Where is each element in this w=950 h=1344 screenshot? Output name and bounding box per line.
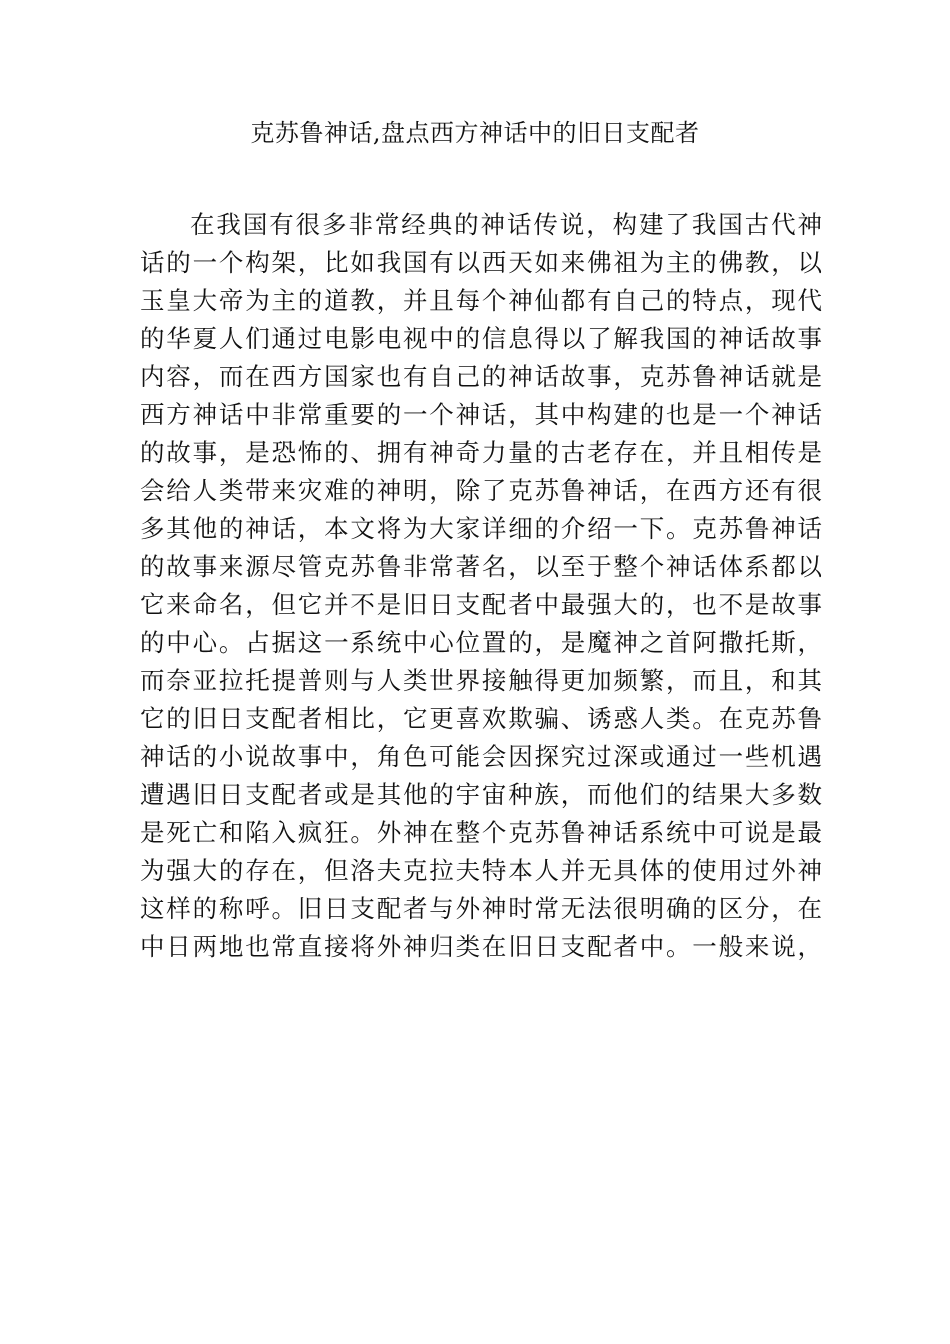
body-line: 是死亡和陷入疯狂。外神在整个克苏鲁神话系统中可说是最 [140,818,822,847]
body-line: 神话的小说故事中，角色可能会因探究过深或通过一些机遇 [140,742,822,771]
body-line: 中日两地也常直接将外神归类在旧日支配者中。一般来说， [140,932,822,961]
body-line: 的中心。占据这一系统中心位置的，是魔神之首阿撒托斯， [140,628,822,657]
body-line: 而奈亚拉托提普则与人类世界接触得更加频繁，而且，和其 [140,666,822,695]
body-line: 在我国有很多非常经典的神话传说，构建了我国古代神 [190,210,822,239]
body-line: 西方神话中非常重要的一个神话，其中构建的也是一个神话 [140,400,822,429]
body-line: 的故事，是恐怖的、拥有神奇力量的古老存在，并且相传是 [140,438,822,467]
body-line: 会给人类带来灾难的神明，除了克苏鲁神话，在西方还有很 [140,476,822,505]
document-body [140,206,822,966]
body-line: 多其他的神话，本文将为大家详细的介绍一下。克苏鲁神话 [140,514,822,543]
body-line: 话的一个构架，比如我国有以西天如来佛祖为主的佛教，以 [140,248,822,277]
body-line: 它来命名，但它并不是旧日支配者中最强大的，也不是故事 [140,590,822,619]
body-line: 玉皇大帝为主的道教，并且每个神仙都有自己的特点，现代 [140,286,822,315]
body-line: 的故事来源尽管克苏鲁非常著名，以至于整个神话体系都以 [140,552,822,581]
body-line: 这样的称呼。旧日支配者与外神时常无法很明确的区分，在 [140,894,822,923]
body-line: 内容，而在西方国家也有自己的神话故事，克苏鲁神话就是 [140,362,822,391]
body-line: 它的旧日支配者相比，它更喜欢欺骗、诱惑人类。在克苏鲁 [140,704,822,733]
body-line: 遭遇旧日支配者或是其他的宇宙种族，而他们的结果大多数 [140,780,822,809]
body-line: 的华夏人们通过电影电视中的信息得以了解我国的神话故事 [140,324,822,353]
body-line: 为强大的存在，但洛夫克拉夫特本人并无具体的使用过外神 [140,856,822,885]
document-title: 克苏鲁神话,盘点西方神话中的旧日支配者 [250,119,700,147]
